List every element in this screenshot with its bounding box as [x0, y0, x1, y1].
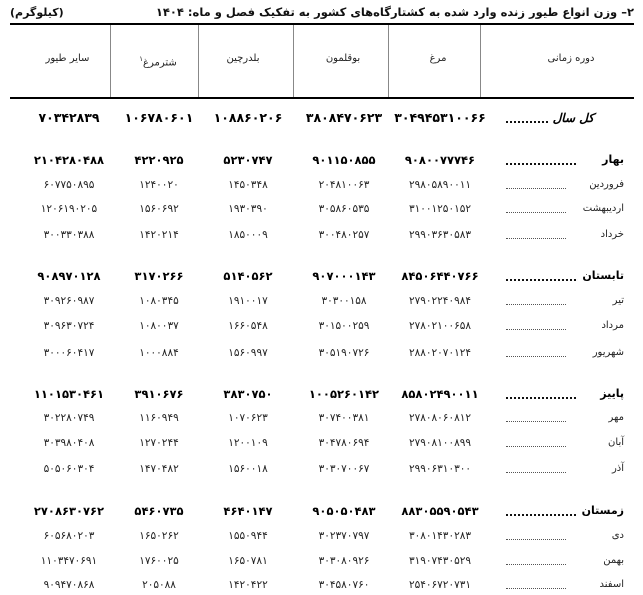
cell-ostrich: ۳۹۱۰۶۷۶ — [134, 387, 184, 401]
cell-other: ۲۱۰۴۲۸۰۴۸۸ — [33, 153, 105, 167]
table-row — [10, 150, 634, 170]
table-row — [10, 225, 634, 245]
cell-ostrich: ۱۰۰۰۸۸۴ — [139, 347, 179, 359]
header-rule — [10, 97, 634, 99]
cell-quail: ۴۶۴۰۱۴۷ — [223, 504, 273, 518]
leader-dots — [506, 304, 566, 305]
cell-ostrich: ۱۲۴۰۰۲۰ — [139, 179, 179, 191]
cell-chicken: ۲۹۹۰۶۳۱۰۳۰۰ — [408, 463, 472, 475]
table-row — [10, 175, 634, 195]
leader-dots — [506, 121, 548, 123]
leader-dots — [506, 539, 566, 540]
cell-ostrich: ۵۴۶۰۷۳۵ — [134, 504, 184, 518]
cell-chicken: ۲۷۹۰۲۲۴۰۹۸۴ — [408, 295, 472, 307]
cell-quail: ۱۵۶۰۹۹۷ — [228, 347, 268, 359]
cell-chicken: ۳۱۹۰۷۴۳۰۵۲۹ — [408, 555, 472, 567]
cell-other: ۵۰۵۰۶۰۳۰۴ — [43, 463, 95, 475]
col-header-other: سایر طیور — [45, 53, 90, 64]
cell-chicken: ۳۰۸۰۱۴۳۰۲۸۳ — [408, 530, 472, 542]
cell-quail: ۱۶۵۰۷۸۱ — [228, 555, 268, 567]
row-label: دی — [611, 530, 624, 541]
cell-turkey: ۹۰۱۱۵۰۸۵۵ — [312, 153, 376, 167]
cell-ostrich: ۲۰۵۰۸۸ — [142, 579, 176, 591]
leader-dots — [506, 514, 576, 516]
row-label: پاییز — [600, 387, 624, 400]
row-label: شهریور — [592, 347, 624, 358]
cell-chicken: ۳۰۴۹۴۵۳۱۰۰۶۶ — [394, 110, 486, 125]
cell-other: ۹۰۸۹۷۰۱۲۸ — [37, 269, 101, 283]
cell-ostrich: ۱۲۷۰۲۴۴ — [139, 437, 179, 449]
cell-turkey: ۳۰۰۴۸۰۲۵۷ — [318, 229, 370, 241]
cell-chicken: ۲۷۸۰۸۰۶۰۸۱۲ — [408, 412, 472, 424]
cell-turkey: ۳۰۱۵۰۰۲۵۹ — [318, 320, 370, 332]
cell-quail: ۱۹۳۰۳۹۰ — [228, 203, 268, 215]
table-row — [10, 108, 634, 128]
cell-ostrich: ۱۴۲۰۲۱۴ — [139, 229, 179, 241]
table-row — [10, 551, 634, 571]
col-header-quail: بلدرچین — [226, 53, 260, 64]
cell-quail: ۱۹۱۰۰۱۷ — [228, 295, 268, 307]
cell-chicken: ۲۷۹۰۸۱۰۰۸۹۹ — [408, 437, 472, 449]
table-row — [10, 408, 634, 428]
row-label: مرداد — [601, 320, 624, 331]
table-row — [10, 526, 634, 546]
cell-quail: ۱۰۸۸۶۰۲۰۶ — [213, 110, 283, 125]
leader-dots — [506, 356, 566, 357]
table-row — [10, 459, 634, 479]
cell-turkey: ۳۸۰۸۴۷۰۶۲۳ — [305, 110, 383, 125]
cell-other: ۶۰۵۶۸۰۲۰۳ — [43, 530, 95, 542]
cell-quail: ۵۲۳۰۷۴۷ — [223, 153, 273, 167]
row-label: فروردین — [589, 179, 624, 190]
column-divider — [388, 25, 389, 97]
row-label: اردیبهشت — [582, 203, 624, 214]
cell-turkey: ۳۰۲۳۷۰۷۹۷ — [318, 530, 370, 542]
leader-dots — [506, 564, 566, 565]
cell-ostrich: ۱۱۶۰۹۴۹ — [139, 412, 179, 424]
unit-label: (کیلوگرم) — [10, 5, 64, 19]
row-label: زمستان — [581, 504, 624, 517]
cell-other: ۱۱۰۳۴۷۰۶۹۱ — [40, 555, 98, 567]
leader-dots — [506, 238, 566, 239]
row-label: آبان — [608, 437, 624, 448]
leader-dots — [506, 188, 566, 189]
cell-turkey: ۳۰۳۰۷۰۰۶۷ — [318, 463, 370, 475]
leader-dots — [506, 421, 566, 422]
cell-other: ۳۰۹۶۳۰۷۲۴ — [43, 320, 95, 332]
cell-chicken: ۹۰۸۰۰۷۷۷۴۶ — [404, 153, 476, 167]
cell-quail: ۱۸۵۰۰۰۹ — [228, 229, 268, 241]
cell-chicken: ۲۷۸۰۲۱۰۰۶۵۸ — [408, 320, 472, 332]
cell-ostrich: ۱۷۶۰۰۲۵ — [139, 555, 179, 567]
col-header-period: دوره زمانی — [547, 53, 595, 64]
cell-quail: ۳۸۳۰۷۵۰ — [223, 387, 273, 401]
cell-turkey: ۲۰۴۸۱۰۰۶۳ — [318, 179, 370, 191]
table-row — [10, 343, 634, 363]
cell-quail: ۵۱۴۰۵۶۲ — [223, 269, 273, 283]
cell-chicken: ۲۵۴۰۶۷۲۰۷۳۱ — [408, 579, 472, 591]
cell-other: ۳۰۰۳۳۰۳۸۸ — [43, 229, 95, 241]
cell-other: ۳۰۳۹۸۰۴۰۸ — [43, 437, 95, 449]
leader-dots — [506, 446, 566, 447]
leader-dots — [506, 212, 566, 213]
table-header — [10, 2, 634, 22]
cell-turkey: ۳۰۵۱۹۰۷۲۶ — [318, 347, 370, 359]
cell-chicken: ۲۹۹۰۳۶۳۰۵۸۳ — [408, 229, 472, 241]
row-label: خرداد — [600, 229, 624, 240]
cell-turkey: ۹۰۵۰۵۰۴۸۳ — [312, 504, 376, 518]
row-label: کل سال — [552, 111, 594, 125]
cell-other: ۳۰۹۲۶۰۹۸۷ — [43, 295, 95, 307]
cell-ostrich: ۱۶۵۰۲۶۲ — [139, 530, 179, 542]
cell-other: ۷۰۳۴۲۸۳۹ — [38, 110, 100, 125]
cell-quail: ۱۲۰۰۱۰۹ — [228, 437, 268, 449]
column-divider — [293, 25, 294, 97]
row-label: بهار — [602, 153, 624, 166]
cell-ostrich: ۱۰۶۷۸۰۶۰۱ — [124, 110, 194, 125]
cell-ostrich: ۱۰۸۰۰۳۷ — [139, 320, 179, 332]
cell-chicken: ۸۵۸۰۲۴۹۰۰۱۱ — [401, 387, 479, 401]
cell-chicken: ۳۱۰۰۱۲۵۰۱۵۲ — [408, 203, 472, 215]
cell-other: ۱۲۰۶۱۹۰۲۰۵ — [40, 203, 98, 215]
leader-dots — [506, 397, 576, 399]
cell-turkey: ۳۰۳۰۸۰۹۲۶ — [318, 555, 370, 567]
cell-ostrich: ۳۱۷۰۲۶۶ — [134, 269, 184, 283]
row-label: تیر — [612, 295, 624, 306]
cell-other: ۲۷۰۸۶۳۰۷۶۲ — [33, 504, 105, 518]
cell-ostrich: ۱۴۷۰۴۸۲ — [139, 463, 179, 475]
column-divider — [198, 25, 199, 97]
leader-dots — [506, 329, 566, 330]
cell-turkey: ۳۰۵۸۶۰۵۳۵ — [318, 203, 370, 215]
table-row — [10, 501, 634, 521]
cell-quail: ۱۴۵۰۳۴۸ — [228, 179, 268, 191]
leader-dots — [506, 588, 566, 589]
cell-turkey: ۱۰۰۵۲۶۰۱۴۲ — [308, 387, 380, 401]
cell-other: ۱۱۰۱۵۳۰۴۶۱ — [33, 387, 105, 401]
cell-quail: ۱۶۶۰۵۴۸ — [228, 320, 268, 332]
row-label: مهر — [608, 412, 624, 423]
leader-dots — [506, 279, 576, 281]
col-header-ostrich — [118, 49, 198, 69]
cell-turkey: ۳۰۴۵۸۰۷۶۰ — [318, 579, 370, 591]
cell-turkey: ۳۰۳۰۰۱۵۸ — [321, 295, 367, 307]
cell-other: ۹۰۹۴۷۰۸۶۸ — [43, 579, 95, 591]
cell-ostrich: ۴۲۲۰۹۲۵ — [134, 153, 184, 167]
cell-chicken: ۲۸۸۰۲۰۷۰۱۲۴ — [408, 347, 472, 359]
top-rule — [10, 23, 634, 25]
leader-dots — [506, 472, 566, 473]
col-header-turkey: بوقلمون — [325, 53, 361, 64]
table-row — [10, 316, 634, 336]
table-row — [10, 575, 634, 595]
cell-other: ۶۰۷۷۵۰۸۹۵ — [43, 179, 95, 191]
col-header-ostrich-label: شترمرغ — [143, 57, 177, 69]
row-label: آذر — [611, 463, 624, 474]
row-label: تابستان — [582, 269, 624, 282]
table-row — [10, 433, 634, 453]
cell-quail: ۱۰۷۰۶۲۳ — [228, 412, 268, 424]
column-divider — [110, 25, 111, 97]
table-row — [10, 266, 634, 286]
cell-chicken: ۸۴۵۰۶۴۴۰۷۶۶ — [401, 269, 479, 283]
row-label: اسفند — [599, 579, 624, 590]
cell-chicken: ۲۹۸۰۵۸۹۰۰۱۱ — [408, 179, 472, 191]
cell-turkey: ۳۰۴۷۸۰۶۹۴ — [318, 437, 370, 449]
table-row — [10, 384, 634, 404]
row-label: بهمن — [603, 555, 624, 566]
cell-chicken: ۸۸۳۰۵۵۹۰۵۴۳ — [401, 504, 479, 518]
cell-turkey: ۹۰۷۰۰۰۱۴۳ — [312, 269, 376, 283]
table-row — [10, 291, 634, 311]
cell-turkey: ۳۰۷۴۰۰۳۸۱ — [318, 412, 370, 424]
cell-quail: ۱۵۶۰۰۱۸ — [228, 463, 268, 475]
cell-other: ۳۰۰۰۶۰۴۱۷ — [43, 347, 95, 359]
leader-dots — [506, 163, 576, 165]
table-title: ۲– وزن انواع طیور زنده وارد شده به کشتارگاه‌های کشور به تفکیک فصل و ماه: ۱۴۰۴ — [155, 5, 634, 19]
table-row — [10, 199, 634, 219]
column-divider — [480, 25, 481, 97]
cell-quail: ۱۵۵۰۹۴۴ — [228, 530, 268, 542]
cell-ostrich: ۱۵۶۰۶۹۲ — [139, 203, 179, 215]
footnote-marker: ۱ — [139, 55, 143, 63]
cell-ostrich: ۱۰۸۰۳۴۵ — [139, 295, 179, 307]
cell-quail: ۱۴۲۰۴۲۲ — [228, 579, 268, 591]
col-header-chicken: مرغ — [429, 53, 447, 64]
cell-other: ۳۰۲۲۸۰۷۴۹ — [43, 412, 95, 424]
